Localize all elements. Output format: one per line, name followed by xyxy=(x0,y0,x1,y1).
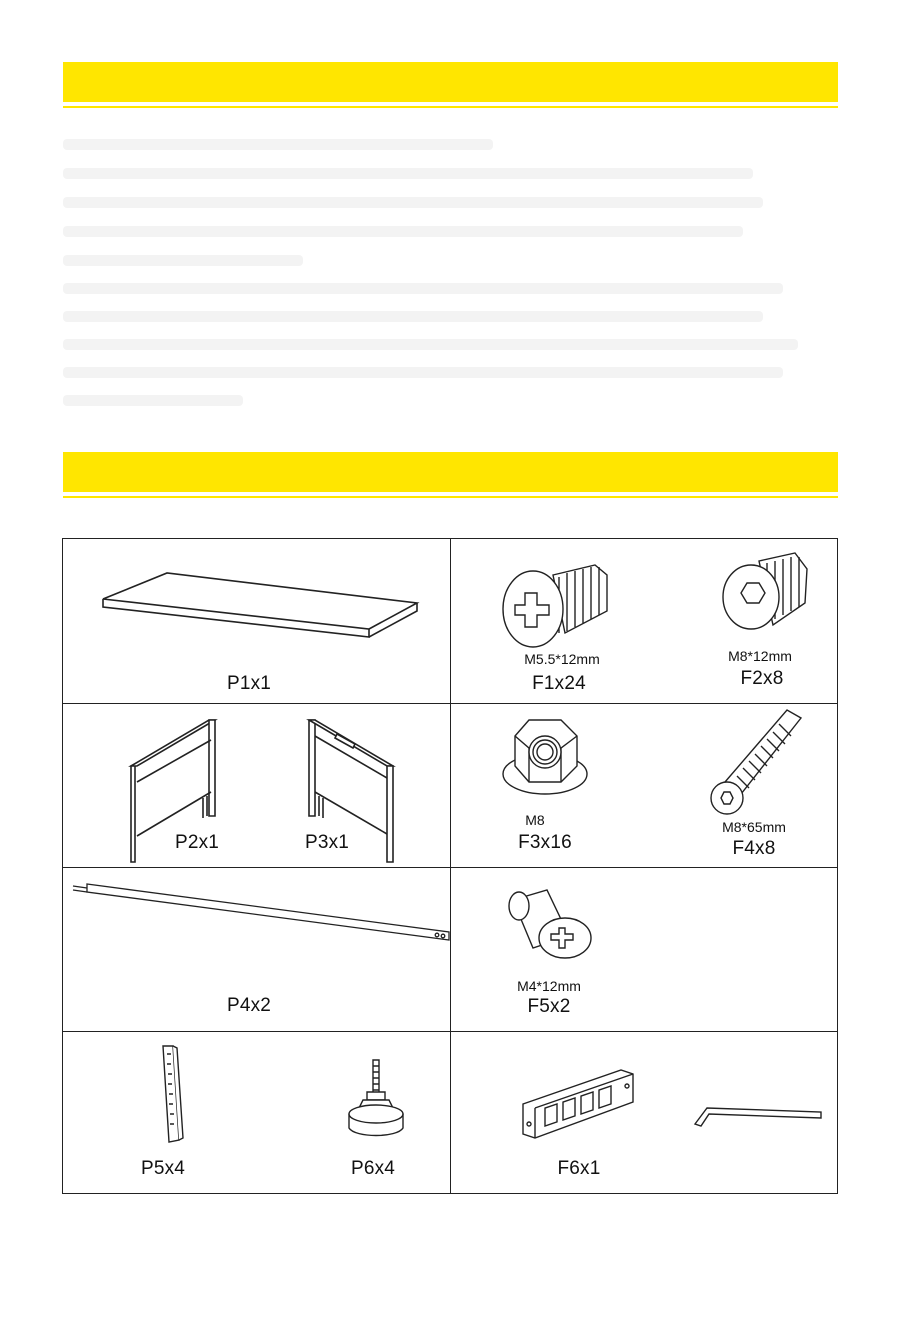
long-hex-bolt-icon xyxy=(703,706,813,822)
part-cell-p1 xyxy=(63,539,450,703)
section-banner-notes xyxy=(63,62,838,102)
fastener-label: F1x24 xyxy=(532,673,586,694)
part-cell-p2-p3 xyxy=(63,704,450,867)
fastener-spec: M8 xyxy=(525,812,545,828)
fastener-label: F5x2 xyxy=(527,996,571,1017)
fastener-spec: M8*65mm xyxy=(722,819,786,835)
fastener-label: F3x16 xyxy=(518,832,572,853)
part-cell-p4 xyxy=(63,868,450,1031)
fastener-label: F2x8 xyxy=(740,668,784,689)
tabletop-panel-icon xyxy=(101,567,421,637)
fastener-spec: M8*12mm xyxy=(728,648,792,664)
fastener-cell-f3-f4 xyxy=(451,704,838,867)
fastener-cell-f1-f2 xyxy=(451,539,838,703)
allen-wrench-icon xyxy=(693,1090,825,1134)
fastener-cell-f5 xyxy=(451,868,838,1031)
long-rail-icon xyxy=(71,882,451,942)
part-label: P3x1 xyxy=(304,832,350,853)
leveling-foot-icon xyxy=(345,1058,407,1142)
parts-list-table xyxy=(62,538,838,1194)
fastener-label: F4x8 xyxy=(732,838,776,859)
countersunk-screw-icon xyxy=(507,886,597,966)
part-label: P6x4 xyxy=(350,1158,396,1179)
flange-nut-icon xyxy=(499,714,591,800)
fastener-label: F6x1 xyxy=(557,1158,601,1179)
part-label: P4x2 xyxy=(226,995,272,1016)
phillips-screw-icon xyxy=(495,553,615,653)
hex-socket-bolt-icon xyxy=(719,551,809,641)
slotted-post-icon xyxy=(157,1044,187,1144)
power-strip-icon xyxy=(521,1066,635,1146)
part-cell-p5-p6 xyxy=(63,1032,450,1194)
section-banner-parts xyxy=(63,452,838,492)
part-label: P1x1 xyxy=(226,673,272,694)
fastener-spec: M4*12mm xyxy=(517,978,581,994)
part-label: P5x4 xyxy=(140,1158,186,1179)
fastener-cell-f6 xyxy=(451,1032,838,1194)
fastener-spec: M5.5*12mm xyxy=(524,651,600,667)
part-label: P2x1 xyxy=(174,832,220,853)
